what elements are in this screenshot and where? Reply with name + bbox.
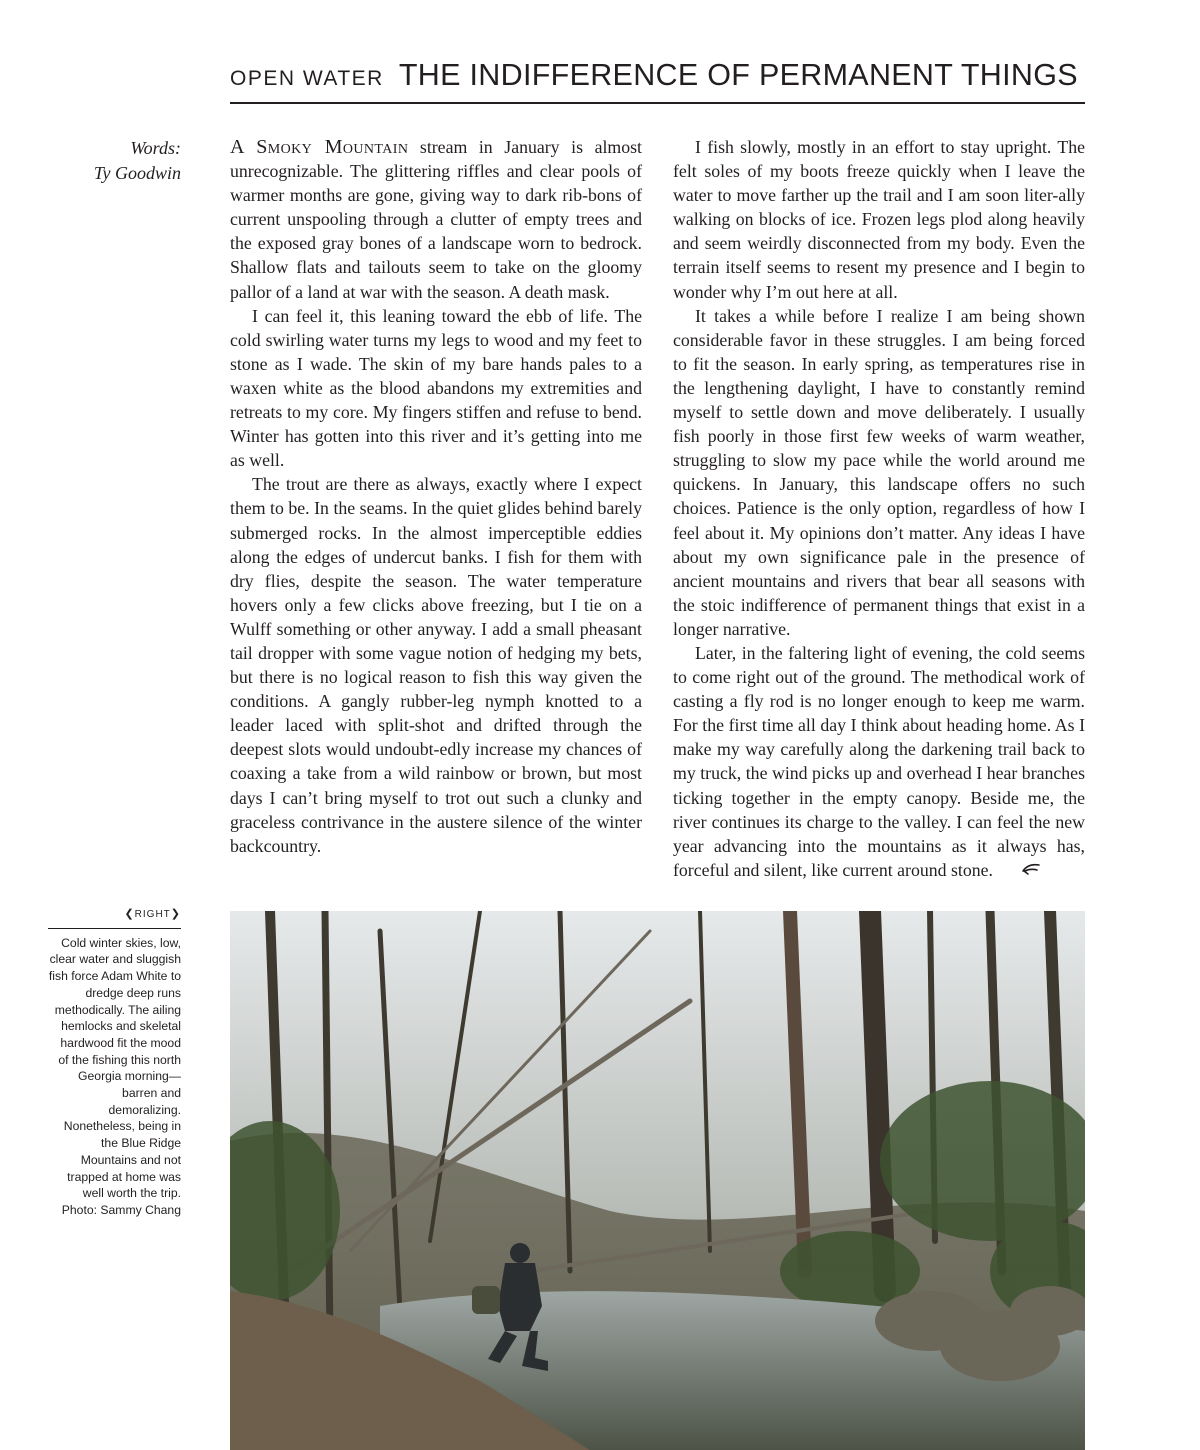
photo-caption [48, 906, 181, 1219]
photo-illustration [230, 911, 1085, 1450]
section-label: OPEN WATER [230, 67, 384, 90]
article-column-right [673, 135, 1085, 883]
bracket-right-icon: ❯ [170, 908, 181, 920]
caption-tag-label: RIGHT [134, 909, 171, 920]
article-paragraph: The trout are there as always, exactly where I expect them to be. In the seams. In the quiet glides behind barely submerged rocks. In the almost imperceptible eddies along the edges of undercut banks. I fish for them with dry flies, despite the season. The water temperature hovers only a few clicks above freezing, but I tie on a Wulff something or other anyway. I add a small pheasant tail dropper with some vague notion of hedging my bets, but there is no logical reason to fish this way given the conditions. A gangly rubber-leg nymph knotted to a leader laced with split-shot and drifted through the deepest slots would undoubt-edly increase my chances of coaxing a take from a wild rainbow or brown, but most days I can’t bring myself to trot out such a clunky and graceless contrivance in the austere silence of the winter backcountry. [230, 474, 642, 856]
article-title: THE INDIFFERENCE OF PERMANENT THINGS [398, 58, 1078, 92]
article-paragraph [230, 135, 642, 304]
byline-label: Words: [130, 138, 181, 158]
byline [11, 136, 181, 186]
paragraph-text: Later, in the faltering light of evening, the cold seems to come right out of the ground. The methodical work of casting a fly rod is no longer enough to keep me warm. For the first time all day I think about heading home. As I make my way carefully along the darkening trail back to my truck, the wind picks up and overhead I hear branches ticking together in the empty canopy. Beside me, the river continues its charge to the valley. I can feel the new year advancing into the mountains as it always has, forceful and silent, like current around stone. [673, 642, 1085, 880]
caption-text: Cold winter skies, low, clear water and sluggish fish force Adam White to dredge deep runs methodically. The ailing hemlocks and skeletal hardwood fit the mood of the fishing this north Georgia morning—barren and demoralizing. Nonetheless, being in the Blue Ridge Mountains and not trapped at home was well worth the trip. Photo: Sammy Chang [48, 935, 181, 1217]
paragraph-text: stream in January is almost unrecognizable. The glittering riffles and clear pools of warmer months are gone, giving way to dark rib-bons of current unspooling through a clutter of empty trees and the exposed gray bones of a landscape worn to bedrock. Shallow flats and tailouts seem to take on the gloomy pallor of a land at war with the season. A death mask. [230, 137, 642, 302]
article-column-left [230, 135, 642, 858]
fly-end-mark-icon [999, 859, 1041, 883]
page-header [230, 52, 1085, 104]
lead-in: A Smoky Mountain [230, 136, 409, 158]
byline-author: Ty Goodwin [93, 163, 181, 183]
article-paragraph: I can feel it, this leaning toward the ebb of life. The cold swirling water turns my legs to wood and my feet to stone as I wade. The skin of my bare hands pales to a waxen white as the blood abandons my extremities and retreats to my core. My fingers stiffen and refuse to bend. Winter has gotten into this river and it’s getting into me as well. [230, 305, 642, 471]
article-paragraph-final [673, 641, 1085, 883]
stream-photo [230, 911, 1085, 1450]
article-paragraph: I fish slowly, mostly in an effort to stay upright. The felt soles of my boots freeze quickly when I leave the water to move farther up the trail and I am soon liter-ally walking on blocks of ice. Frozen legs plod along heavily and seem weirdly disconnected from my body. Even the terrain itself seems to resent my presence and I begin to wonder why I’m out here at all. [673, 137, 1085, 302]
caption-tag [48, 906, 181, 929]
article-paragraph: It takes a while before I realize I am being shown considerable favor in these struggles. I am being forced to fit the season. In early spring, as temperatures rise in the lengthening daylight, I have to constantly remind myself to settle down and move deliberately. I usually fish poorly in those first few weeks of warm weather, struggling to slow my pace while the world around me quickens. In January, this landscape offers no such choices. Patience is the only option, regardless of how I feel about it. My opinions don’t matter. Any ideas I have about my own significance pale in the presence of ancient mountains and rivers that bear all seasons with the stoic indifference of permanent things that exist in a longer narrative. [673, 305, 1085, 639]
bracket-left-icon: ❮ [124, 908, 135, 920]
